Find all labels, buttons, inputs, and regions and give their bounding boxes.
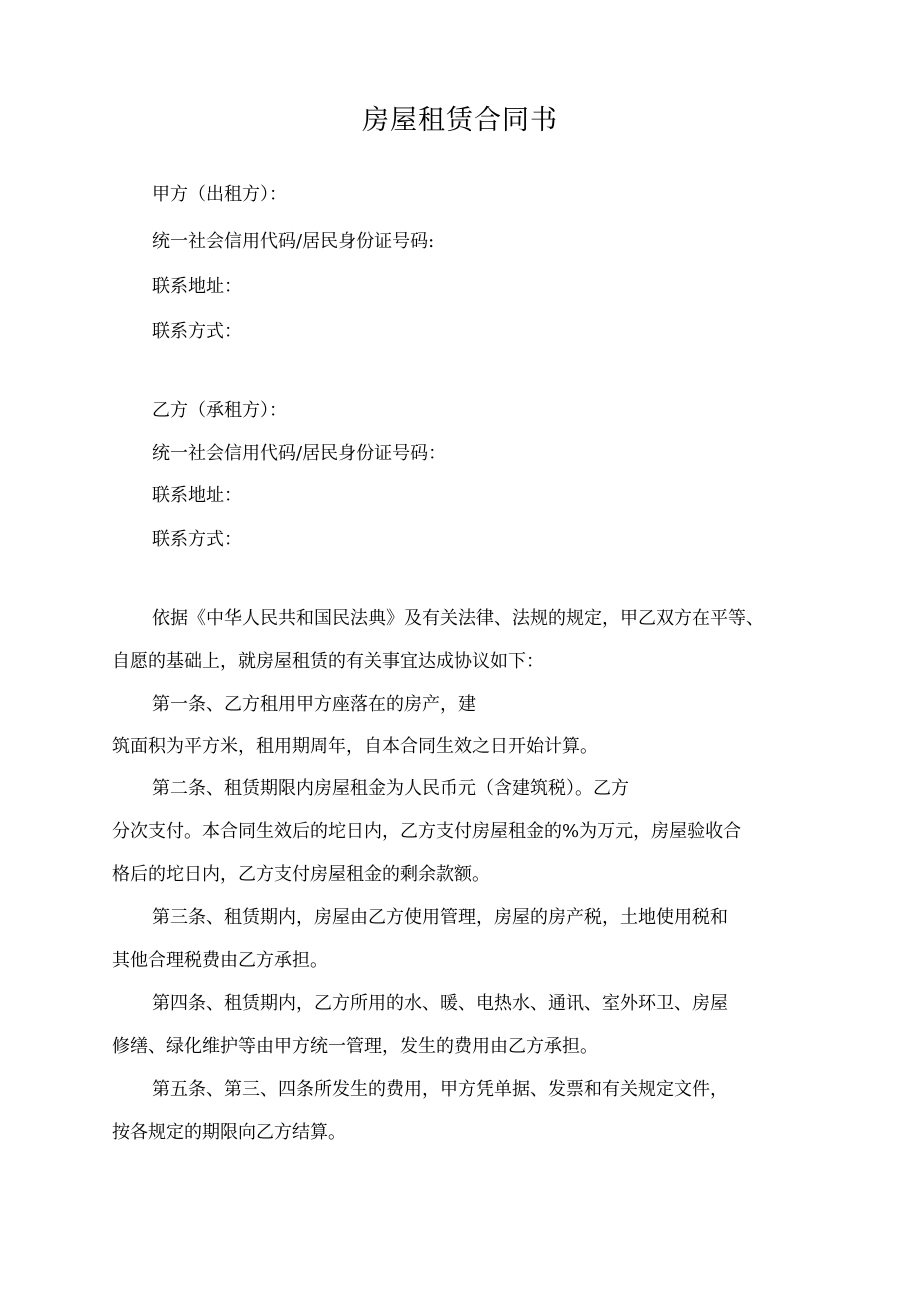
- party-a-contact-label: 联系方式：: [152, 321, 242, 342]
- article-2-line: 分次支付。本合同生效后的坨日内，乙方支付房屋租金的%为万元，房屋验收合: [112, 821, 742, 842]
- article-2-line: 第二条、租赁期限内房屋租金为人民币元（含建筑税）。乙方: [152, 778, 629, 799]
- party-b-contact-label: 联系方式：: [152, 529, 242, 550]
- party-b-credit-code-label: 统一社会信用代码/居民身份证号码：: [152, 443, 447, 464]
- article-3-line: 其他合理税费由乙方承担。: [112, 950, 328, 971]
- party-b-heading: 乙方（承租方）：: [152, 400, 287, 421]
- article-2-line: 格后的坨日内，乙方支付房屋租金的剩余款额。: [112, 864, 490, 885]
- party-a-address-label: 联系地址：: [152, 276, 242, 297]
- party-a-heading: 甲方（出租方）：: [152, 184, 287, 205]
- party-a-credit-code-label: 统一社会信用代码/居民身份证号码:: [152, 231, 435, 252]
- article-1-line: 第一条、乙方租用甲方座落在的房产，建: [152, 694, 476, 715]
- document-title: 房屋租赁合同书: [362, 105, 558, 136]
- preamble-line: 自愿的基础上，就房屋租赁的有关事宜达成协议如下：: [112, 651, 544, 672]
- article-4-line: 第四条、租赁期内，乙方所用的水、暖、电热水、通讯、室外环卫、房屋: [152, 993, 728, 1014]
- article-5-line: 按各规定的期限向乙方结算。: [112, 1122, 346, 1143]
- preamble-line: 依据《中华人民共和国民法典》及有关法律、法规的规定，甲乙双方在平等、: [152, 608, 764, 629]
- article-3-line: 第三条、租赁期内，房屋由乙方使用管理，房屋的房产税，土地使用税和: [152, 907, 728, 928]
- party-b-address-label: 联系地址：: [152, 485, 242, 506]
- article-1-line: 筑面积为平方米，租用期周年，自本合同生效之日开始计算。: [112, 736, 598, 757]
- article-4-line: 修缮、绿化维护等由甲方统一管理，发生的费用由乙方承担。: [112, 1036, 598, 1057]
- article-5-line: 第五条、第三、四条所发生的费用，甲方凭单据、发票和有关规定文件，: [152, 1079, 728, 1100]
